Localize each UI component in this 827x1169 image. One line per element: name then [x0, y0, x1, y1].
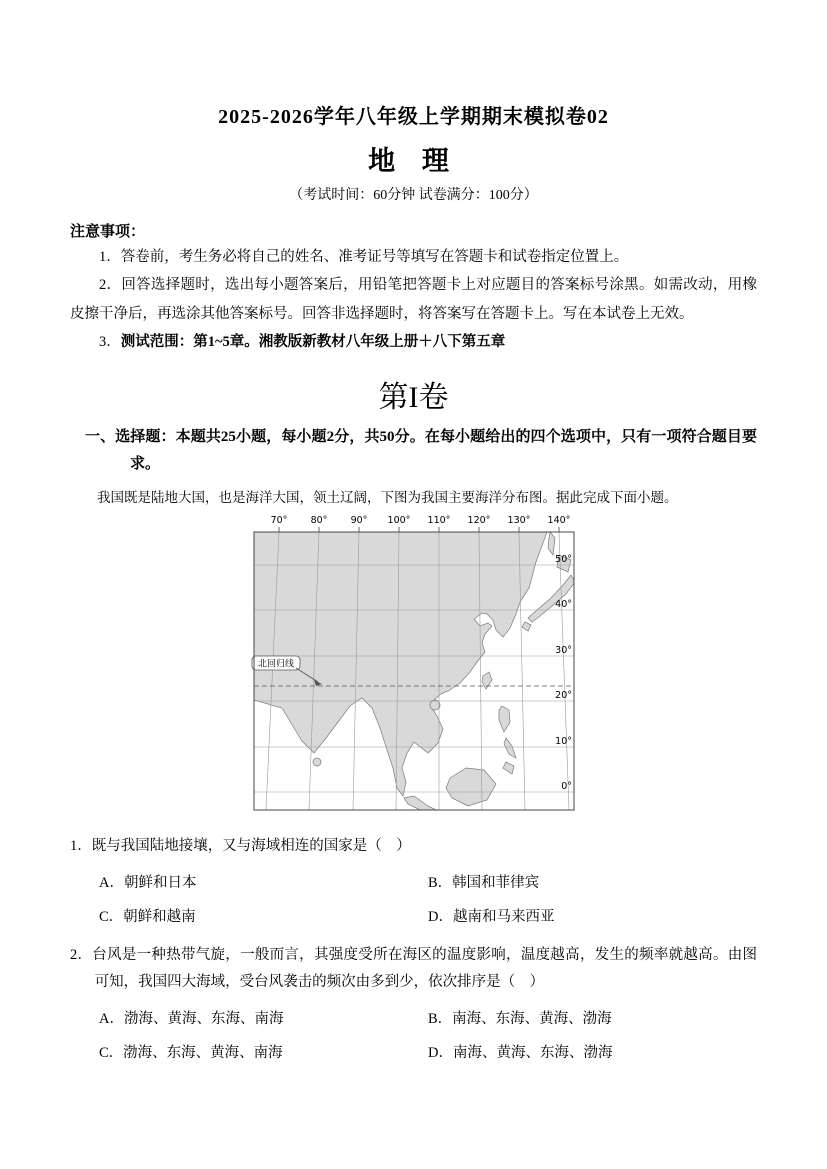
- lat-label-30: 30°: [554, 645, 572, 657]
- part-title: 第I卷: [378, 381, 449, 415]
- note-item-3-scope: 测试范围：第1~5章。湘教版新教材八年级上册＋八下第五章: [120, 333, 506, 350]
- question-1-options: [70, 871, 757, 926]
- note-item-3: [70, 328, 757, 356]
- notes-heading: 注意事项：: [70, 224, 146, 240]
- question-2-options: [70, 1007, 757, 1062]
- lat-label-10: 10°: [554, 736, 572, 748]
- sea-distribution-map: [70, 510, 757, 823]
- question-1-option-c: C．朝鲜和越南: [99, 908, 196, 925]
- lat-label-50: 50°: [554, 554, 572, 566]
- question-2-option-a: A．渤海、黄海、东海、南海: [99, 1010, 284, 1027]
- reading-passage: 我国既是陆地大国，也是海洋大国，领土辽阔，下图为我国主要海洋分布图。据此完成下面小题。: [97, 490, 678, 506]
- tropic-label: 北回归线: [257, 659, 294, 670]
- question-2-option-d: D．南海、黄海、东海、渤海: [428, 1044, 613, 1061]
- lon-label-80: 80°: [310, 515, 327, 527]
- lat-label-40: 40°: [554, 599, 572, 611]
- lon-label-100: 100°: [387, 515, 410, 527]
- question-2-stem: 2．台风是一种热带气旋，一般而言，其强度受所在海区的温度影响，温度越高，发生的频率就越高。由图可知，我国四大海域，受台风袭击的频次由多到少，依次排序是（ ）: [70, 946, 757, 991]
- lon-label-90: 90°: [350, 515, 367, 527]
- exam-title: 2025-2026学年八年级上学期期末模拟卷02: [218, 106, 609, 128]
- lat-label-0: 0°: [560, 781, 572, 793]
- note-item-3-number: 3．: [99, 333, 121, 350]
- lon-label-110: 110°: [427, 515, 450, 527]
- subject-title: 地 理: [368, 146, 459, 176]
- lon-label-70: 70°: [270, 515, 287, 527]
- sri-lanka-island: [313, 758, 321, 766]
- question-2-option-b: B．南海、东海、黄海、渤海: [428, 1010, 612, 1027]
- longitude-labels: [270, 515, 570, 526]
- china-seas-map-figure: [244, 510, 584, 818]
- exam-meta: （考试时间：60分钟 试卷满分：100分）: [289, 188, 538, 203]
- question-1: [70, 833, 757, 926]
- hainan-island: [430, 700, 440, 710]
- question-1-option-d: D．越南和马来西亚: [428, 908, 555, 925]
- question-2: [70, 942, 757, 1062]
- question-1-option-a: A．朝鲜和日本: [99, 874, 197, 891]
- longitude-ticks: [279, 527, 559, 532]
- question-2-option-c: C．渤海、东海、黄海、南海: [99, 1044, 283, 1061]
- lon-label-120: 120°: [467, 515, 490, 527]
- question-1-stem: 1．既与我国陆地接壤，又与海域相连的国家是（ ）: [70, 838, 411, 855]
- lon-label-130: 130°: [507, 515, 530, 527]
- note-item-2: 2．回答选择题时，选出每小题答案后，用铅笔把答题卡上对应题目的答案标号涂黑。如需改动，用橡皮擦干净后，再选涂其他答案标号。回答非选择题时，将答案写在答题卡上。写在本试卷上无效。: [70, 277, 757, 322]
- note-item-1: 1．答卷前，考生务必将自己的姓名、准考证号等填写在答题卡和试卷指定位置上。: [99, 249, 629, 265]
- question-1-option-b: B．韩国和菲律宾: [428, 874, 540, 891]
- lon-label-140: 140°: [547, 515, 570, 527]
- notes-block: [70, 220, 757, 356]
- section-instruction: 一、选择题：本题共25小题，每小题2分，共50分。在每小题给出的四个选项中，只有一项符合题目要求。: [85, 429, 757, 473]
- lat-label-20: 20°: [554, 690, 572, 702]
